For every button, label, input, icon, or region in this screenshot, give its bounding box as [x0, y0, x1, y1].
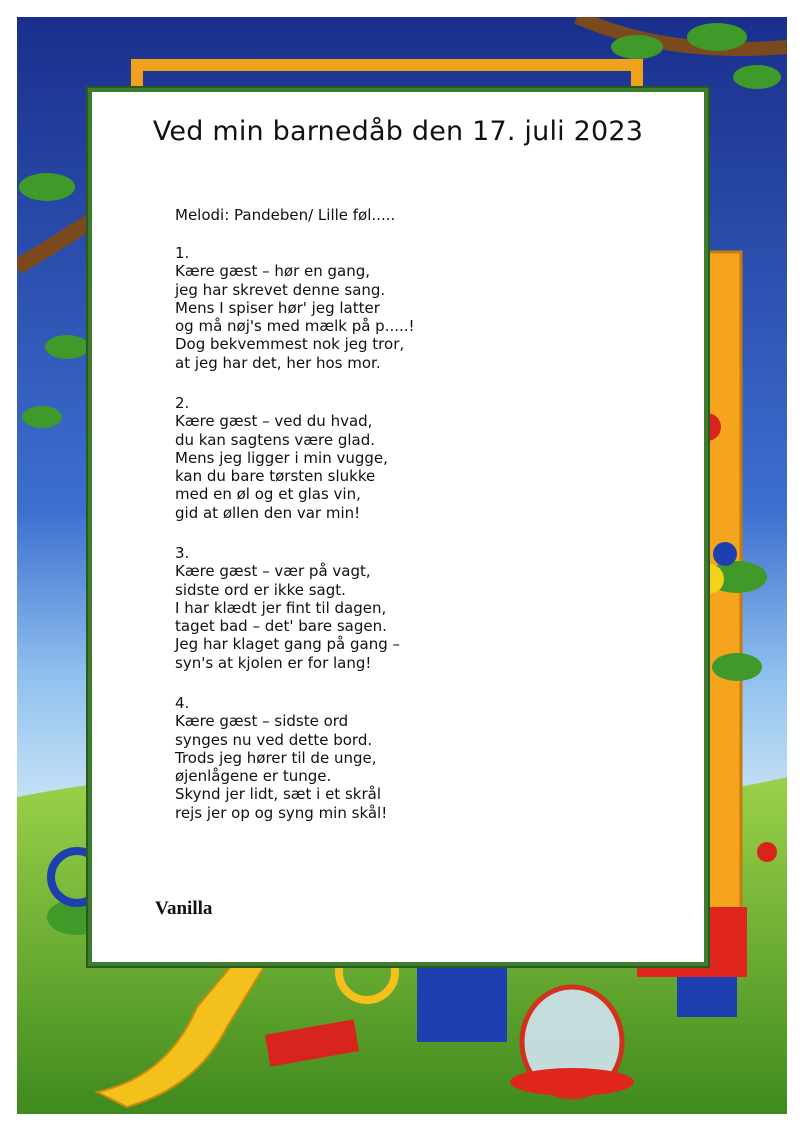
blue-ball: [713, 542, 737, 566]
verse-number: 2.: [175, 394, 190, 412]
verse-line: Dog bekvemmest nok jeg tror,: [175, 335, 405, 354]
verse-line: Kære gæst – vær på vagt,: [175, 562, 371, 581]
verse-line: gid at øllen den var min!: [175, 503, 361, 522]
verse-line: jeg har skrevet denne sang.: [175, 280, 386, 299]
verse-line: Kære gæst – ved du hvad,: [175, 412, 373, 431]
verse-line: Mens jeg ligger i min vugge,: [175, 448, 388, 467]
spinning-top-base: [510, 1068, 634, 1096]
verse-line: at jeg har det, her hos mor.: [175, 353, 381, 372]
verse-line: syn's at kjolen er for lang!: [175, 653, 372, 672]
verse-line: du kan sagtens være glad.: [175, 430, 376, 449]
verse-line: Mens I spiser hør' jeg latter: [175, 298, 380, 317]
strawberry-2: [757, 842, 777, 862]
verse-line: Kære gæst – sidste ord: [175, 712, 349, 731]
verse-line: Jeg har klaget gang på gang –: [175, 635, 401, 654]
verse-line: rejs jer op og syng min skål!: [175, 803, 388, 822]
block-blue-right: [677, 977, 737, 1017]
verse-line: og må nøj's med mælk på p.....!: [175, 317, 415, 336]
verse-line: sidste ord er ikke sagt.: [175, 580, 346, 599]
verse-line: øjenlågene er tunge.: [175, 767, 332, 786]
block-blue: [417, 962, 507, 1042]
verse-4: [175, 694, 387, 822]
signature: Vanilla: [155, 898, 213, 919]
orange-frame-right: [707, 252, 741, 952]
verse-line: kan du bare tørsten slukke: [175, 467, 376, 486]
page-title: Ved min barnedåb den 17. juli 2023: [152, 116, 644, 147]
verse-line: Trods jeg hører til de unge,: [175, 748, 377, 767]
verse-3: [175, 544, 400, 672]
verse-1: [175, 244, 415, 372]
verse-line: synges nu ved dette bord.: [175, 730, 373, 749]
verse-number: 1.: [175, 244, 190, 262]
verse-2: [175, 394, 388, 522]
verse-line: I har klædt jer fint til dagen,: [175, 598, 387, 617]
verse-line: taget bad – det' bare sagen.: [175, 617, 387, 636]
melody-line: Melodi: Pandeben/ Lille føl.....: [175, 206, 396, 224]
verse-number: 3.: [175, 544, 190, 562]
verse-line: Kære gæst – hør en gang,: [175, 262, 371, 281]
verse-line: med en øl og et glas vin,: [175, 485, 361, 504]
verse-number: 4.: [175, 694, 190, 712]
verse-line: Skynd jer lidt, sæt i et skrål: [175, 785, 381, 804]
